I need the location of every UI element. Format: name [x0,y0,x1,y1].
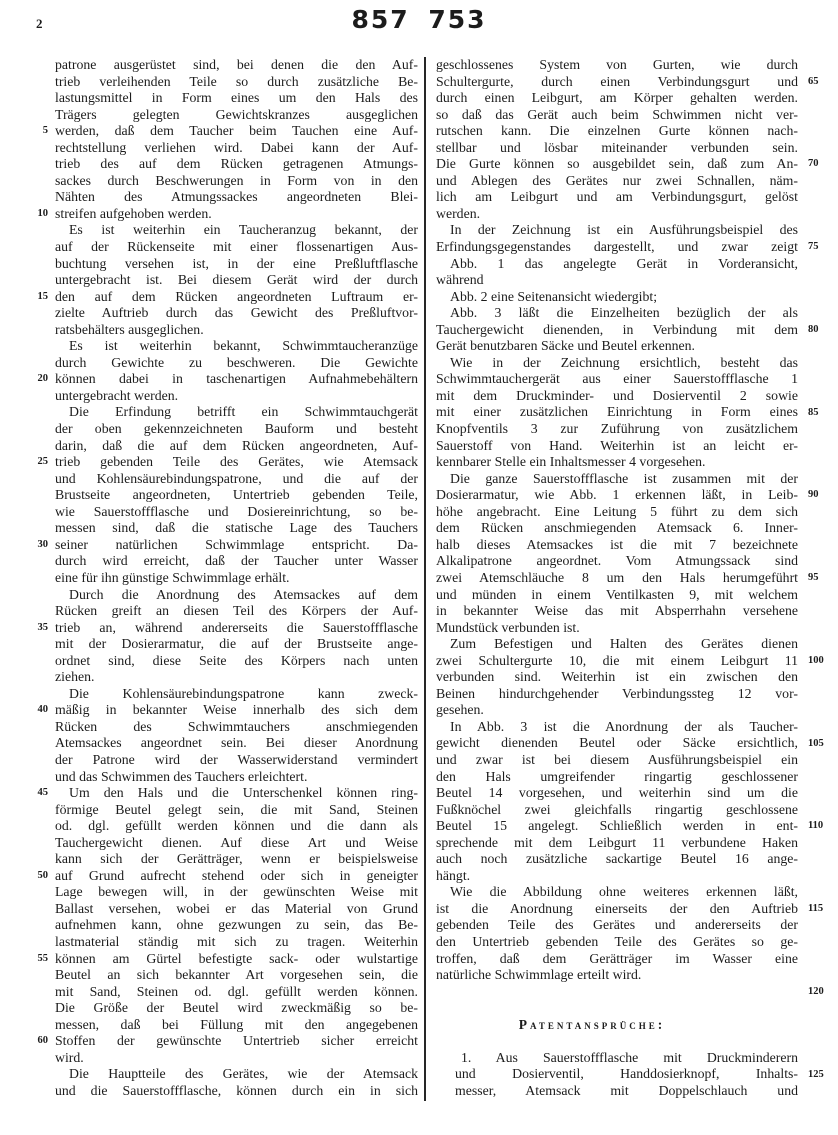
text-line: Schwimmtauchergerät aus einer Sauerstoffflasche 1 [436,371,798,387]
text-line: untergebracht ist. Bei diesem Gerät wird der durch [55,272,418,288]
text-line: der Patrone wird der Wasserwiderstand vermindert [55,751,418,767]
text-line: messer, Atemsack mit Doppelschlauch und [455,1082,798,1098]
text-line: durch wird erreicht, daß der Taucher unter Wasser [55,553,418,569]
line-number: 100 [808,654,824,666]
text-line: Lage bewegen will, in der gewünschten Weise mit [55,884,418,900]
text-line: während [436,272,484,288]
text-line: Beutel 15 angelegt. Schließlich werden in ent- [436,818,798,834]
text-line: und Kohlensäurebindungspatrone, und die auf der [55,470,418,486]
text-line: darin, daß die auf dem Rücken angeordneten, Auf- [55,437,418,453]
text-line: ist die Anordnung einerseits der den Auftrieb [436,900,798,916]
text-line: werden. [436,205,481,221]
text-line: halb dieses Atemsackes ist die mit 7 bezeichnete [436,536,798,552]
text-line: seiner natürlichen Schwimmlage entspricht. Da- [55,536,418,552]
text-line: und die Sauerstoffflasche, können durch ein in sich [55,1082,418,1098]
text-line: dem Rücken anschmiegenden Atemsack 6. Inner- [436,520,798,536]
text-line: patrone ausgerüstet sind, bei denen die den Auf- [55,57,418,72]
text-line: Rücken greift an diesen Teil des Körpers der Auf- [55,603,418,619]
text-line: ziehen. [55,669,95,685]
text-line: kennbarer Stelle ein Inhaltsmesser 4 vorgesehen. [436,454,706,470]
text-line: geschlossenes System von Gurten, wie durch [436,57,798,72]
text-line: aufnehmen kann, ohne gezwungen zu sein, das Be- [55,917,418,933]
text-line: Tauchergewicht dienenden, in Verbindung mit dem [436,321,798,337]
text-line: stellbar und lösbar miteinander verbunden sein. [436,139,798,155]
text-line: Knopfventils 3 zur Zuführung von zusätzlichem [436,421,798,437]
text-line: gewicht dienenden Beutel oder Säcke ersichtlich, [436,735,798,751]
text-line: der oben gekennzeichneten Bauform und besteht [55,421,418,437]
text-line: Wie die Abbildung ohne weiteres erkennen läßt, [450,884,798,900]
text-line: trieb verleihenden Teile so durch zusätzliche Be- [55,73,418,89]
left-column [55,57,418,1099]
text-line: Beutel an sich bekannter Art vorgesehen sein, die [55,967,418,983]
text-line: den Untertrieb gebenden Teile des Gerätes so ge- [436,933,798,949]
text-line: natürliche Schwimmlage erteilt wird. [436,967,642,983]
text-line: Die ganze Sauerstoffflasche ist zusammen mit der [450,470,798,486]
text-line: Abb. 2 eine Seitenansicht wiedergibt; [450,288,658,304]
text-line: Abb. 3 läßt die Einzelheiten bezüglich der als [450,305,798,321]
text-line: Wie in der Zeichnung ersichtlich, besteht das [450,354,798,370]
text-line: sprechende mit dem Leibgurt 11 verbundene Haken [436,834,798,850]
text-line: Die Größe der Beutel wird zweckmäßig so be- [55,1000,418,1016]
text-line: Nähten des Atmungssackes angeordneten Blei- [55,189,418,205]
text-line: und zwar ist bei diesem Ausführungsbeispiel ein [436,751,798,767]
right-line-numbers [808,57,834,1100]
line-number: 90 [808,489,819,501]
text-line: können am Gürtel befestigte sack- oder wulstartige [55,950,418,966]
text-line: förmige Beutel gelegt sein, die mit Sand, Steinen [55,801,418,817]
text-line: trieb gebenden Teile des Gerätes, wie Atemsack [55,454,418,470]
line-number: 40 [37,704,48,716]
text-line: Trägers gelegten Gewichtskranzes ausgeglichen [55,106,418,122]
text-line: mit dem Druckminder- und Dosierventil 2 sowie [436,387,798,403]
text-line: und Dosierventil, Handdosierknopf, Inhalts- [455,1066,798,1082]
line-number: 110 [808,820,824,832]
text-line: Brustseite angeordneten, Untertrieb gebenden Teile, [55,487,418,503]
text-line: Um den Hals und die Unterschenkel können ring- [69,785,418,801]
text-line: mit der Dosierarmatur, die auf der Brustseite ange- [55,636,418,652]
text-line: lich am Leibgurt und am Verbindungsgurt, gelöst [436,189,798,205]
text-line: lastmaterial ständig mit sich zu tragen. Weiterhin [55,933,418,949]
text-line: ratsbehälters ausgeglichen. [55,321,204,337]
line-number: 10 [37,207,48,219]
text-line: Durch die Anordnung des Atemsackes auf dem [69,586,418,602]
line-number: 5 [42,125,48,137]
line-number: 75 [808,241,819,253]
text-line: zwei Schultergurte 10, die mit einem Leibgurt 11 [436,652,798,668]
text-line: und Ablegen des Gerätes nur zwei Schnallen, näm- [436,172,798,188]
text-line: Die Hauptteile des Gerätes, wie der Atemsack [69,1066,418,1082]
left-line-numbers [26,57,48,1100]
text-line: Die Erfindung betrifft ein Schwimmtauchgerät [69,404,418,420]
line-number: 50 [37,869,48,881]
line-number: 35 [37,621,48,633]
text-line: hängt. [436,867,471,883]
text-line: zwei Atemschläuche 8 um den Hals herumgeführt [436,569,798,585]
line-number: 55 [37,952,48,964]
text-line: Zum Befestigen und Halten des Gerätes dienen [450,636,798,652]
line-number: 30 [37,538,48,550]
line-number: 60 [37,1035,48,1047]
text-line: In der Zeichnung ist ein Ausführungsbeispiel des [450,222,798,238]
text-line [436,1000,798,1017]
text-line: Ballast versehen, wobei er das Material von Grund [55,900,418,916]
text-line: Stoffen der gewünschte Untertrieb sicher erreicht [55,1033,418,1049]
patent-number: 857 753 [351,5,487,34]
text-line: eine für ihn günstige Schwimmlage erhält. [55,569,290,585]
text-line: verbunden sind. Weiterhin ist ein zwischen den [436,669,798,685]
text-line: auch noch zusätzliche sackartige Beutel 16 ange- [436,851,798,867]
text-line: durch einen Leibgurt, am Körper gehalten werden. [436,90,798,106]
text-line: mäßig in bekannter Weise innerhalb des sich dem [55,702,418,718]
line-number: 80 [808,323,819,335]
line-number: 95 [808,572,819,584]
text-line: Die Gurte können so ausgebildet sein, daß zum An- [436,156,798,172]
text-line: Abb. 1 das angelegte Gerät in Vorderansicht, [450,255,798,271]
text-line: buchtung versehen ist, in der eine Preßluftflasche [55,255,418,271]
claims-heading: Patentansprüche: [518,1016,666,1032]
text-line: messen sind, daß die statische Lage des Tauchers [55,520,418,536]
text-line: höhe angebracht. Eine Leitung 5 führt zu dem sich [436,503,798,519]
text-line: werden, daß dem Taucher beim Tauchen eine Auf- [55,123,418,139]
line-number: 65 [808,75,819,87]
text-line: Dosierarmatur, wie Abb. 1 erkennen läßt, in Leib- [436,487,798,503]
text-line: und das Schwimmen des Tauchers erleichtert. [55,768,308,784]
text-line: können dabei in taschenartigen Aufnahmebehältern [55,371,418,387]
text-line: Mundstück verbunden ist. [436,619,580,635]
text-line: Es ist weiterhin ein Taucheranzug bekannt, der [69,222,418,238]
text-line: Beinen hindurchgehender Verbindungssteg 12 vor- [436,685,798,701]
text-line: 1. Aus Sauerstoffflasche mit Druckminderern [461,1049,798,1065]
line-number: 125 [808,1068,824,1080]
text-line: den auf dem Rücken angeordneten Luftraum er- [55,288,418,304]
text-line: Sauerstoff von Hand. Weiterhin ist an leicht er- [436,437,798,453]
text-line: In Abb. 3 ist die Anordnung der als Taucher- [450,718,798,734]
text-line: Tauchergewicht dienen. Auf diese Art und Weise [55,834,418,850]
text-line: in bekannter Weise das mit Absperrhahn versehene [436,603,798,619]
text-line: untergebracht werden. [55,387,179,403]
text-line: messen, daß bei Füllung mit den angegebenen [55,1016,418,1032]
line-number: 120 [808,985,824,997]
text-line: streifen aufgehoben werden. [55,205,212,221]
right-column [436,57,798,1099]
text-line: wird. [55,1049,84,1065]
text-line: Die Kohlensäurebindungspatrone kann zweck- [69,685,418,701]
text-line: Atemsackes angeordnet sein. Bei dieser Anordnung [55,735,418,751]
text-line: trieb des auf dem Rücken getragenen Atmungs- [55,156,418,172]
text-line: auf der Rückenseite mit einer flossenartigen Aus- [55,239,418,255]
text-line: Es ist weiterhin bekannt, Schwimmtaucheranzüge [69,338,418,354]
text-line: Schultergurte, durch einen Verbindungsgurt und [436,73,798,89]
text-line: und münden in einem Ventilkasten 9, mit welchem [436,586,798,602]
text-line: rutschen kann. Die einzelnen Gurte können nach- [436,123,798,139]
text-line: gesehen. [436,702,484,718]
text-line: rechtstellung verliehen wird. Dabei kann der Auf- [55,139,418,155]
text-line: troffen, daß dem Gerätträger im Wasser eine [436,950,798,966]
line-number: 45 [37,787,48,799]
text-line: Rücken des Schwimmtauchers anschmiegenden [55,718,418,734]
column-divider [424,57,426,1101]
text-line: kann sich der Gerätträger, wenn er beispielsweise [55,851,418,867]
text-line: trieb an, während andererseits die Sauerstoffflasche [55,619,418,635]
text-line: od. dgl. gefüllt werden können und die dann als [55,818,418,834]
text-line: zielte Auftrieb durch das Gewicht des Preßluftvor- [55,305,418,321]
line-number: 15 [37,290,48,302]
text-line: gebenden Teile des Gerätes und andererseits der [436,917,798,933]
text-line: den Hals umgreifender ringartig geschlossener [436,768,798,784]
line-number: 20 [37,373,48,385]
text-line: Gerät benutzbaren Säcke und Beutel erkennen. [436,338,695,354]
text-line: Alkalipatrone angeordnet. Vom Atmungssack sind [436,553,798,569]
line-number: 25 [37,456,48,468]
text-line [436,1033,798,1050]
text-line: Erfindungsgegenstandes dargestellt, und zwar zeigt [436,239,798,255]
text-line: ordnet sind, diese Seite des Körpers nach unten [55,652,418,668]
text-line: sackes durch Beschwerungen in Form von in den [55,172,418,188]
page-number: 2 [36,16,43,31]
text-line: Fußknöchel zwei gleichfalls ringartig geschlossene [436,801,798,817]
line-number: 85 [808,406,819,418]
text-line: mit Sand, Steinen od. dgl. gefüllt werden können. [55,983,418,999]
line-number: 70 [808,158,819,170]
text-line: mit einer zusätzlichen Einrichtung in Form eines [436,404,798,420]
line-number: 115 [808,903,824,915]
text-line: lastungsmittel in Form eines um den Hals des [55,90,418,106]
line-number: 105 [808,737,824,749]
text-line: auf Grund aufrecht stehend oder sich in geneigter [55,867,418,883]
text-line: so daß das Gerät auch beim Schwimmen nicht ver- [436,106,798,122]
text-line: wie Sauerstoffflasche und Dosiereinrichtung, so be- [55,503,418,519]
text-line: Beutel 14 vorgesehen, und weiterhin sind um die [436,785,798,801]
text-line [436,984,798,1001]
text-line: durch Gewichte zu beschweren. Die Gewichte [55,354,418,370]
